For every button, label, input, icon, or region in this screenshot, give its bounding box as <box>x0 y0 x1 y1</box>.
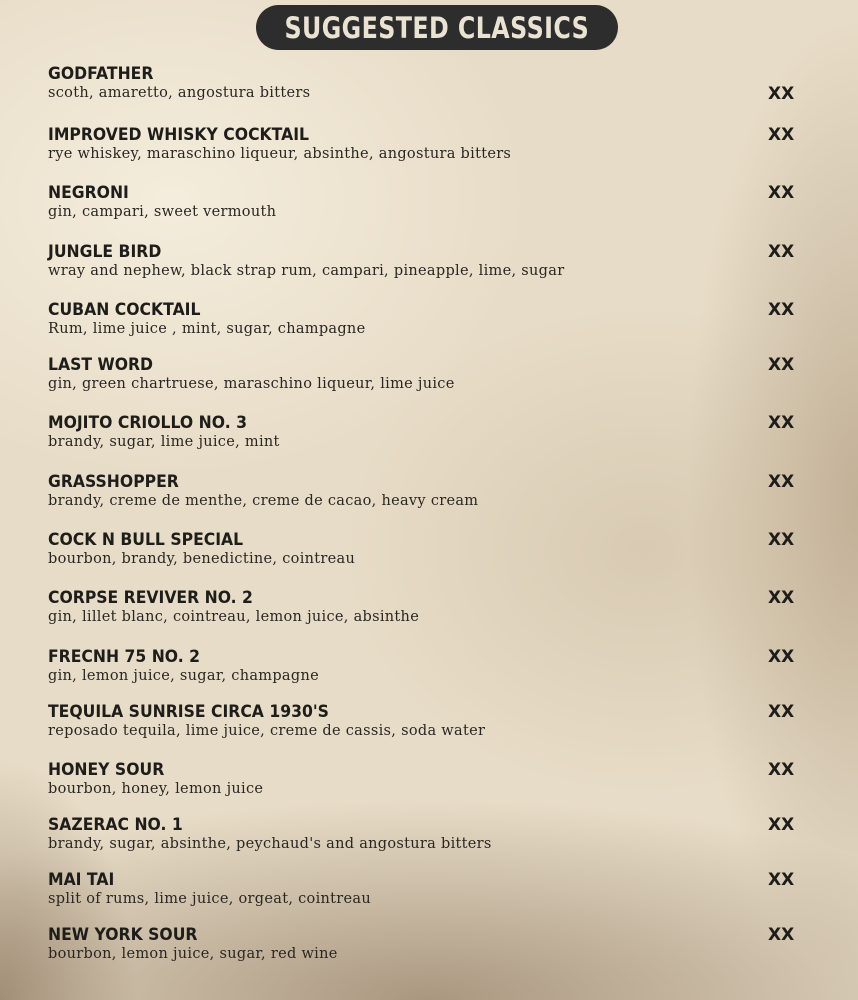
item-description: split of rums, lime juice, orgeat, cointreau <box>48 891 371 907</box>
item-price: XX <box>768 183 795 203</box>
menu-item <box>48 355 798 395</box>
item-price: XX <box>768 925 795 945</box>
item-description: brandy, sugar, lime juice, mint <box>48 434 280 450</box>
item-price: XX <box>768 413 795 433</box>
item-name: JUNGLE BIRD <box>48 242 162 262</box>
item-price: XX <box>768 588 795 608</box>
item-name: CORPSE REVIVER NO. 2 <box>48 588 253 608</box>
item-description: brandy, creme de menthe, creme de cacao, heavy cream <box>48 493 479 509</box>
item-name: GRASSHOPPER <box>48 472 179 492</box>
menu-title: SUGGESTED CLASSICS <box>284 10 590 45</box>
item-description: gin, lillet blanc, cointreau, lemon juice, absinthe <box>48 609 420 625</box>
item-description: bourbon, honey, lemon juice <box>48 781 264 797</box>
menu-item <box>48 815 798 855</box>
item-price: XX <box>768 242 795 262</box>
item-name: TEQUILA SUNRISE CIRCA 1930'S <box>48 702 329 722</box>
item-description: gin, lemon juice, sugar, champagne <box>48 668 319 684</box>
item-description: bourbon, brandy, benedictine, cointreau <box>48 551 356 567</box>
title-badge <box>256 5 618 50</box>
item-description: gin, campari, sweet vermouth <box>48 204 277 220</box>
menu-item <box>48 870 798 910</box>
item-price: XX <box>768 355 795 375</box>
item-price: XX <box>768 760 795 780</box>
item-price: XX <box>768 530 795 550</box>
item-name: NEW YORK SOUR <box>48 925 198 945</box>
menu-item <box>48 413 798 453</box>
menu-item <box>48 472 798 512</box>
item-price: XX <box>768 870 795 890</box>
item-name: FRECNH 75 NO. 2 <box>48 647 201 667</box>
menu-item <box>48 647 798 687</box>
item-name: LAST WORD <box>48 355 154 375</box>
menu-item <box>48 242 798 282</box>
item-description: bourbon, lemon juice, sugar, red wine <box>48 946 338 962</box>
item-name: GODFATHER <box>48 64 154 84</box>
item-name: COCK N BULL SPECIAL <box>48 530 244 550</box>
item-description: rye whiskey, maraschino liqueur, absinthe, angostura bitters <box>48 146 512 162</box>
menu-item <box>48 760 798 800</box>
item-name: IMPROVED WHISKY COCKTAIL <box>48 125 310 145</box>
menu-item <box>48 125 798 165</box>
menu-item <box>48 925 798 965</box>
item-description: Rum, lime juice , mint, sugar, champagne <box>48 321 366 337</box>
item-price: XX <box>768 125 795 145</box>
item-name: MOJITO CRIOLLO NO. 3 <box>48 413 247 433</box>
item-price: XX <box>768 472 795 492</box>
item-description: gin, green chartruese, maraschino liqueur, lime juice <box>48 376 455 392</box>
menu-item <box>48 183 798 223</box>
menu-item <box>48 64 798 104</box>
item-price: XX <box>768 815 795 835</box>
item-price: XX <box>768 300 795 320</box>
item-name: HONEY SOUR <box>48 760 165 780</box>
menu-item <box>48 702 798 742</box>
item-description: reposado tequila, lime juice, creme de cassis, soda water <box>48 723 486 739</box>
item-name: SAZERAC NO. 1 <box>48 815 183 835</box>
item-name: CUBAN COCKTAIL <box>48 300 201 320</box>
item-name: MAI TAI <box>48 870 115 890</box>
item-price: XX <box>768 702 795 722</box>
item-price: XX <box>768 647 795 667</box>
item-price: XX <box>768 84 795 104</box>
menu-item <box>48 588 798 628</box>
item-description: wray and nephew, black strap rum, campari, pineapple, lime, sugar <box>48 263 565 279</box>
item-description: scoth, amaretto, angostura bitters <box>48 85 311 101</box>
menu-item <box>48 300 798 340</box>
menu-item <box>48 530 798 570</box>
item-name: NEGRONI <box>48 183 129 203</box>
item-description: brandy, sugar, absinthe, peychaud's and angostura bitters <box>48 836 492 852</box>
